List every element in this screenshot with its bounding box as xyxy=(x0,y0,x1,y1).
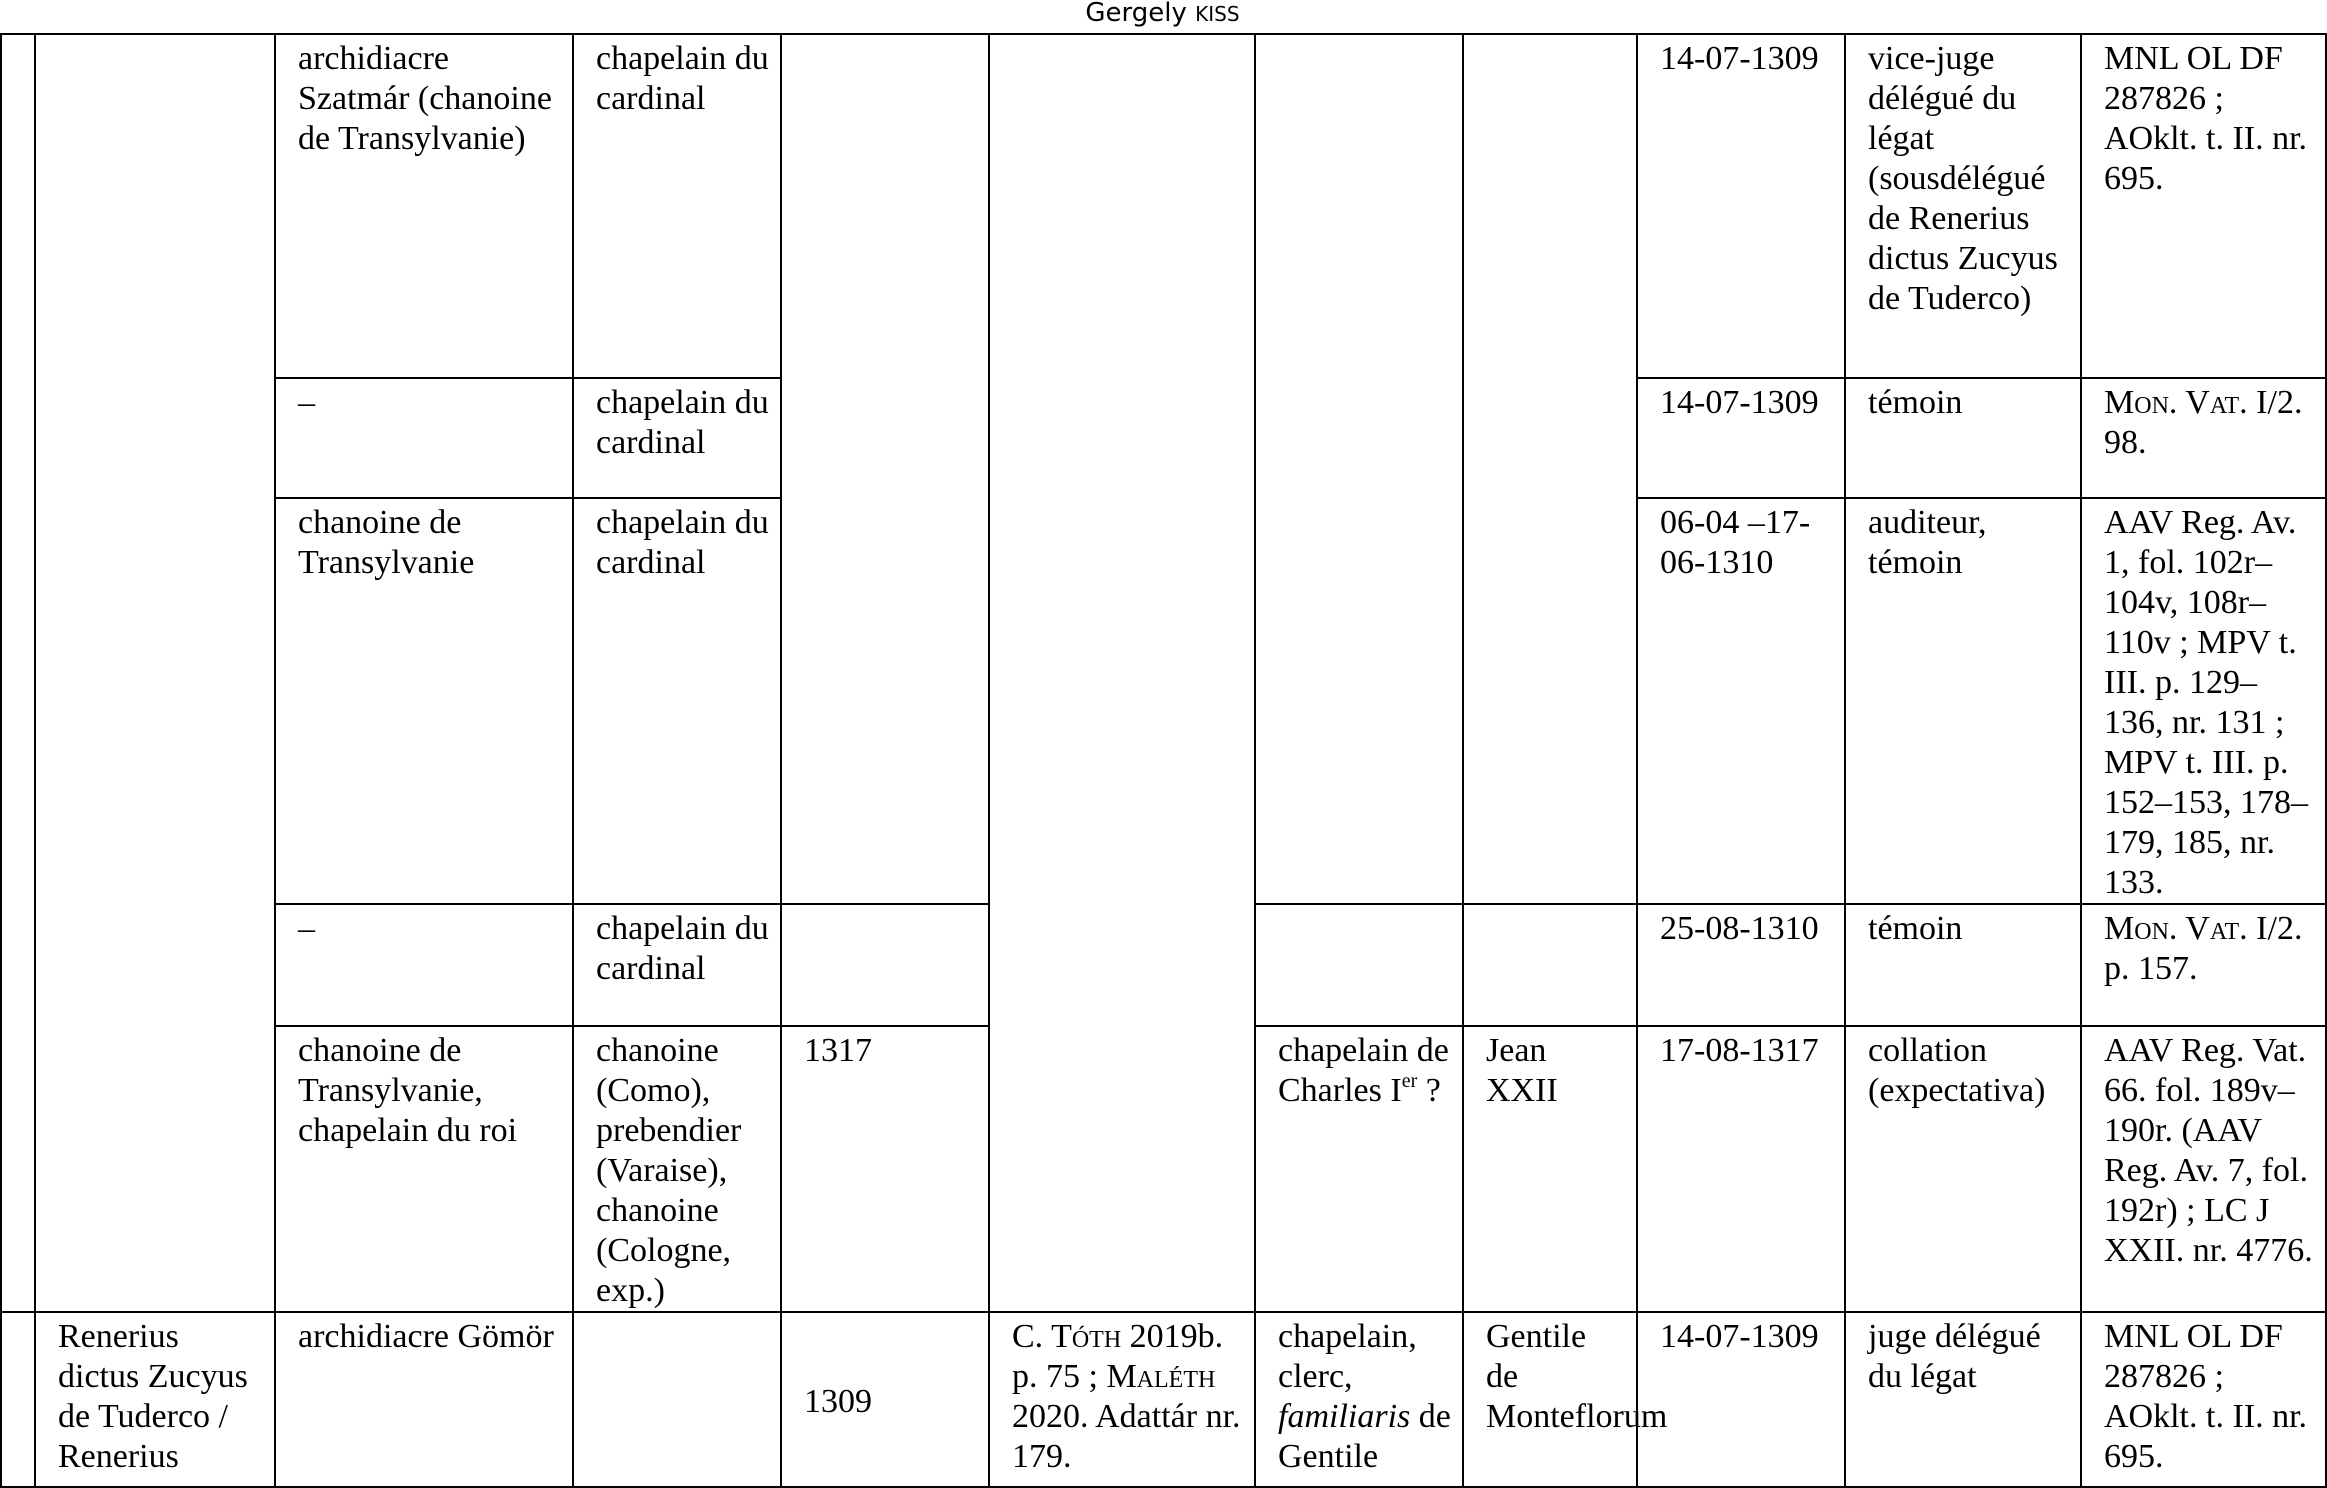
pope-cell: Gentile de Monteflorum xyxy=(1463,1312,1637,1487)
role-cell: juge délégué du légat xyxy=(1845,1312,2081,1487)
dignity-cell: chanoine de Transylvanie, chapelain du roi xyxy=(275,1026,573,1312)
role-cell: témoin xyxy=(1845,904,2081,1026)
name-cell: Renerius dictus Zucyus de Tuderco / Renerius xyxy=(35,1312,275,1487)
pope-cell xyxy=(1463,34,1637,904)
dignity-cell: – xyxy=(275,378,573,498)
date-cell: 14-07-1309 xyxy=(1637,1312,1845,1487)
source-cell xyxy=(2081,378,2326,498)
source-cell xyxy=(2081,904,2326,1026)
prosopography-table xyxy=(0,33,2327,1488)
literature-ref: 2019b. p. 75 ; xyxy=(1012,1318,1224,1395)
pope-cell: Jean XXII xyxy=(1463,1026,1637,1312)
role-cell: collation (expectativa) xyxy=(1845,1026,2081,1312)
dignity-cell: archidiacre Szatmár (chanoine de Transylvanie) xyxy=(275,34,573,378)
dignity-cell: – xyxy=(275,904,573,1026)
relation-text: chapelain de Charles I xyxy=(1278,1032,1449,1109)
pope-cell xyxy=(1463,904,1637,1026)
source-cell: MNL OL DF 287826 ; AOklt. t. II. nr. 695. xyxy=(2081,34,2326,378)
role-cell: témoin xyxy=(1845,378,2081,498)
year-cell xyxy=(781,34,989,904)
function-cell: chapelain du cardinal xyxy=(573,904,781,1026)
date-cell: 14-07-1309 xyxy=(1637,34,1845,378)
function-cell: chanoine (Como), prebendier (Varaise), chanoine (Cologne, exp.) xyxy=(573,1026,781,1312)
literature-ref: 2020. Adattár nr. 179. xyxy=(1012,1398,1241,1475)
year-cell: 1309 xyxy=(781,1312,989,1487)
index-cell xyxy=(1,1312,35,1487)
function-cell: chapelain du cardinal xyxy=(573,498,781,904)
relation-text: de Gentile xyxy=(1278,1398,1451,1475)
relation-query: ? xyxy=(1417,1072,1441,1109)
literature-author: C. Tóth xyxy=(1012,1318,1122,1355)
literature-cell xyxy=(989,1312,1255,1487)
function-cell xyxy=(573,1312,781,1487)
literature-cell xyxy=(989,34,1255,1312)
date-cell: 14-07-1309 xyxy=(1637,378,1845,498)
dignity-cell: chanoine de Transylvanie xyxy=(275,498,573,904)
function-cell: chapelain du cardinal xyxy=(573,378,781,498)
function-cell: chapelain du cardinal xyxy=(573,34,781,378)
source-ref: I/2. 98. xyxy=(2104,384,2303,461)
source-ref: I/2. p. 157. xyxy=(2104,910,2303,987)
source-abbrev: Mon. Vat. xyxy=(2104,384,2248,421)
source-cell: MNL OL DF 287826 ; AOklt. t. II. nr. 695. xyxy=(2081,1312,2326,1487)
header-author-last: KISS xyxy=(1195,2,1240,26)
relation-text: chapelain, clerc, xyxy=(1278,1318,1417,1395)
relation-cell xyxy=(1255,1312,1463,1487)
source-cell: AAV Reg. Vat. 66. fol. 189v–190r. (AAV Reg. Av. 7, fol. 192r) ; LC J XXII. nr. 4776. xyxy=(2081,1026,2326,1312)
name-cell xyxy=(35,34,275,1312)
table-row xyxy=(1,34,2326,378)
relation-cell xyxy=(1255,904,1463,1026)
relation-cell xyxy=(1255,34,1463,904)
date-cell: 06-04 –17-06-1310 xyxy=(1637,498,1845,904)
year-cell: 1317 xyxy=(781,1026,989,1312)
literature-author: Maléth xyxy=(1106,1358,1216,1395)
date-cell: 17-08-1317 xyxy=(1637,1026,1845,1312)
relation-superscript: er xyxy=(1401,1070,1418,1092)
dignity-cell: archidiacre Gömör xyxy=(275,1312,573,1487)
table-row xyxy=(1,1312,2326,1487)
role-cell: vice-juge délégué du légat (sousdélégué de Renerius dictus Zucyus de Tuderco) xyxy=(1845,34,2081,378)
date-cell: 25-08-1310 xyxy=(1637,904,1845,1026)
relation-italic: familiaris xyxy=(1278,1398,1411,1435)
source-abbrev: Mon. Vat. xyxy=(2104,910,2248,947)
year-cell xyxy=(781,904,989,1026)
page-header xyxy=(0,0,2325,29)
header-author-first: Gergely xyxy=(1085,0,1187,28)
relation-cell xyxy=(1255,1026,1463,1312)
role-cell: auditeur, témoin xyxy=(1845,498,2081,904)
index-cell xyxy=(1,34,35,1312)
source-cell: AAV Reg. Av. 1, fol. 102r–104v, 108r–110v ; MPV t. III. p. 129–136, nr. 131 ; MPV t. III. p. 152–153, 178–179, 185, nr. 133. xyxy=(2081,498,2326,904)
